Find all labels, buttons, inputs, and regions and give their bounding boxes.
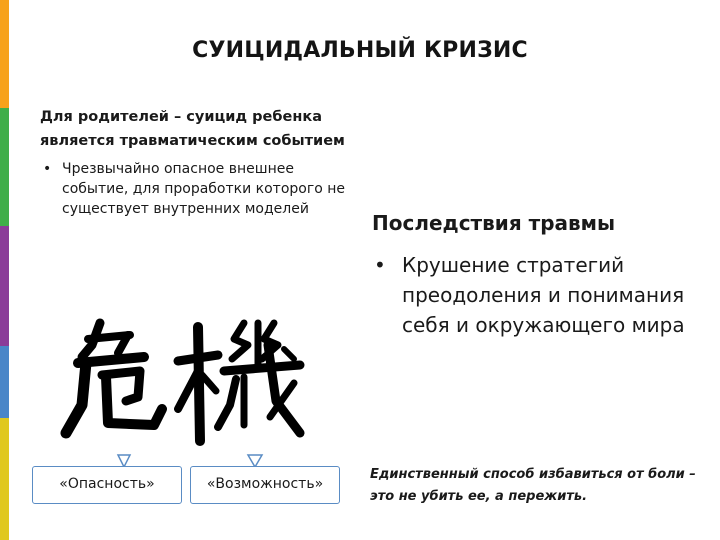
accent-stripe — [0, 0, 9, 540]
danger-label: «Опасность» — [32, 466, 182, 504]
right-bullet-text: Крушение стратегий преодоления и понимания себя и окружающего мира — [402, 253, 685, 337]
opportunity-label: «Возможность» — [190, 466, 340, 504]
left-bullet-text: Чрезвычайно опасное внешнее событие, для проработки которого не существует внутренних моделей — [62, 161, 345, 217]
right-text-block — [372, 208, 702, 340]
left-text-block — [40, 105, 350, 219]
left-bullet-item — [40, 159, 350, 219]
right-heading: Последствия травмы — [372, 211, 616, 235]
bullet-icon: • — [43, 161, 52, 177]
page-title: СУИЦИДАЛЬНЫЙ КРИЗИС — [192, 38, 528, 63]
right-bullet-item — [372, 250, 702, 340]
quote-text: Единственный способ избавиться от боли – это не убить ее, а пережить. — [370, 467, 696, 504]
crisis-kanji-illustration — [22, 305, 352, 515]
left-heading: Для родителей – суицид ребенка является травматическим событием — [40, 109, 345, 149]
bullet-icon: • — [374, 253, 386, 277]
